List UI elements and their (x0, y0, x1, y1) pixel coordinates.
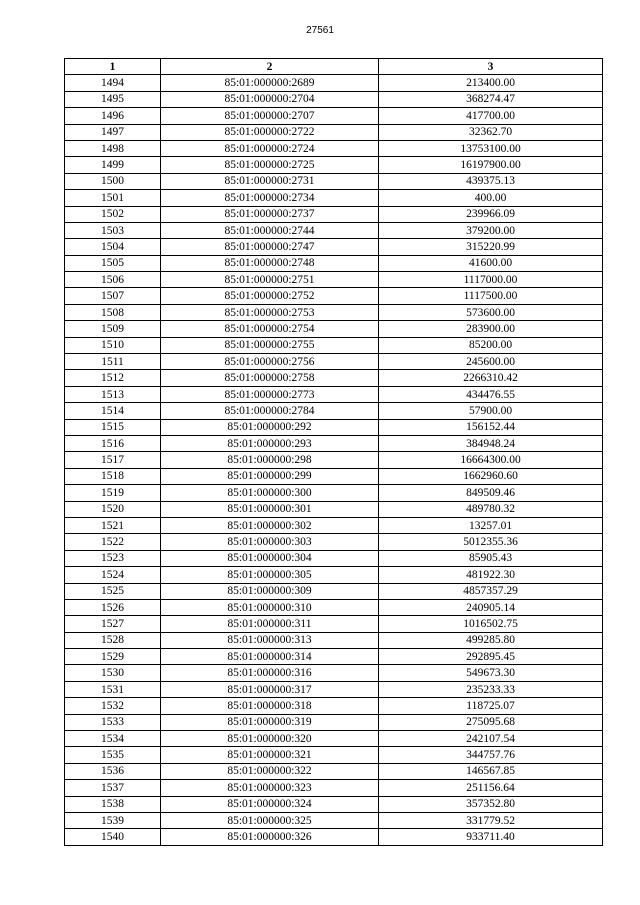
cadastral-number-cell: 85:01:000000:292 (161, 419, 379, 435)
row-number-cell: 1495 (65, 91, 161, 107)
cadastral-number-cell: 85:01:000000:2784 (161, 403, 379, 419)
cadastral-number-cell: 85:01:000000:301 (161, 501, 379, 517)
value-cell: 1016502.75 (379, 616, 603, 632)
cadastral-number-cell: 85:01:000000:2751 (161, 272, 379, 288)
value-cell: 118725.07 (379, 698, 603, 714)
table-row (65, 632, 603, 648)
row-number-cell: 1539 (65, 812, 161, 828)
row-number-cell: 1531 (65, 681, 161, 697)
cadastral-number-cell: 85:01:000000:299 (161, 468, 379, 484)
page-number: 27561 (306, 25, 334, 36)
row-number-cell: 1498 (65, 140, 161, 156)
cadastral-number-cell: 85:01:000000:326 (161, 829, 379, 845)
table-row (65, 91, 603, 107)
cadastral-number-cell: 85:01:000000:2724 (161, 140, 379, 156)
table-row (65, 485, 603, 501)
value-cell: 849509.46 (379, 485, 603, 501)
row-number-cell: 1517 (65, 452, 161, 468)
row-number-cell: 1507 (65, 288, 161, 304)
value-cell: 499285.80 (379, 632, 603, 648)
table-row (65, 780, 603, 796)
row-number-cell: 1527 (65, 616, 161, 632)
cadastral-number-cell: 85:01:000000:2753 (161, 304, 379, 320)
value-cell: 13257.01 (379, 517, 603, 533)
value-cell: 245600.00 (379, 354, 603, 370)
value-cell: 1117000.00 (379, 272, 603, 288)
cadastral-number-cell: 85:01:000000:2704 (161, 91, 379, 107)
table-row (65, 517, 603, 533)
row-number-cell: 1509 (65, 321, 161, 337)
cadastral-number-cell: 85:01:000000:313 (161, 632, 379, 648)
row-number-cell: 1499 (65, 157, 161, 173)
row-number-cell: 1522 (65, 534, 161, 550)
value-cell: 239966.09 (379, 206, 603, 222)
table-row (65, 583, 603, 599)
table-row (65, 665, 603, 681)
cadastral-number-cell: 85:01:000000:316 (161, 665, 379, 681)
table-row (65, 140, 603, 156)
value-cell: 240905.14 (379, 599, 603, 615)
row-number-cell: 1523 (65, 550, 161, 566)
value-cell: 213400.00 (379, 75, 603, 91)
table-row (65, 173, 603, 189)
table-row (65, 747, 603, 763)
value-cell: 85905.43 (379, 550, 603, 566)
table-body (65, 75, 603, 845)
cadastral-number-cell: 85:01:000000:317 (161, 681, 379, 697)
table-row (65, 550, 603, 566)
value-cell: 5012355.36 (379, 534, 603, 550)
value-cell: 16664300.00 (379, 452, 603, 468)
cadastral-number-cell: 85:01:000000:310 (161, 599, 379, 615)
row-number-cell: 1535 (65, 747, 161, 763)
row-number-cell: 1530 (65, 665, 161, 681)
row-number-cell: 1534 (65, 731, 161, 747)
value-cell: 1662960.60 (379, 468, 603, 484)
row-number-cell: 1538 (65, 796, 161, 812)
cadastral-number-cell: 85:01:000000:2734 (161, 190, 379, 206)
value-cell: 283900.00 (379, 321, 603, 337)
cadastral-number-cell: 85:01:000000:2737 (161, 206, 379, 222)
row-number-cell: 1513 (65, 386, 161, 402)
cadastral-number-cell: 85:01:000000:323 (161, 780, 379, 796)
row-number-cell: 1496 (65, 108, 161, 124)
table-row (65, 157, 603, 173)
row-number-cell: 1519 (65, 485, 161, 501)
cadastral-number-cell: 85:01:000000:300 (161, 485, 379, 501)
value-cell: 16197900.00 (379, 157, 603, 173)
cadastral-number-cell: 85:01:000000:2707 (161, 108, 379, 124)
table-header-row (65, 59, 603, 75)
value-cell: 573600.00 (379, 304, 603, 320)
cadastral-number-cell: 85:01:000000:302 (161, 517, 379, 533)
table-row (65, 239, 603, 255)
cadastral-number-cell: 85:01:000000:319 (161, 714, 379, 730)
row-number-cell: 1540 (65, 829, 161, 845)
row-number-cell: 1528 (65, 632, 161, 648)
cadastral-number-cell: 85:01:000000:293 (161, 435, 379, 451)
value-cell: 292895.45 (379, 649, 603, 665)
value-cell: 251156.64 (379, 780, 603, 796)
value-cell: 235233.33 (379, 681, 603, 697)
table-row (65, 321, 603, 337)
table-row (65, 796, 603, 812)
value-cell: 344757.76 (379, 747, 603, 763)
table-row (65, 288, 603, 304)
table-row (65, 108, 603, 124)
value-cell: 384948.24 (379, 435, 603, 451)
table-row (65, 124, 603, 140)
value-cell: 549673.30 (379, 665, 603, 681)
cadastral-number-cell: 85:01:000000:2756 (161, 354, 379, 370)
row-number-cell: 1497 (65, 124, 161, 140)
row-number-cell: 1536 (65, 763, 161, 779)
cadastral-number-cell: 85:01:000000:320 (161, 731, 379, 747)
table-row (65, 386, 603, 402)
table-row (65, 337, 603, 353)
cadastral-number-cell: 85:01:000000:2755 (161, 337, 379, 353)
row-number-cell: 1505 (65, 255, 161, 271)
table-row (65, 452, 603, 468)
cadastral-number-cell: 85:01:000000:314 (161, 649, 379, 665)
value-cell: 434476.55 (379, 386, 603, 402)
table-row (65, 419, 603, 435)
value-cell: 242107.54 (379, 731, 603, 747)
value-cell: 439375.13 (379, 173, 603, 189)
value-cell: 32362.70 (379, 124, 603, 140)
table-row (65, 714, 603, 730)
table-row (65, 304, 603, 320)
column-header-1: 1 (65, 59, 161, 75)
cadastral-number-cell: 85:01:000000:303 (161, 534, 379, 550)
table-row (65, 354, 603, 370)
row-number-cell: 1512 (65, 370, 161, 386)
table-row (65, 403, 603, 419)
table-row (65, 501, 603, 517)
value-cell: 41600.00 (379, 255, 603, 271)
row-number-cell: 1515 (65, 419, 161, 435)
row-number-cell: 1529 (65, 649, 161, 665)
table-row (65, 681, 603, 697)
cadastral-number-cell: 85:01:000000:298 (161, 452, 379, 468)
row-number-cell: 1502 (65, 206, 161, 222)
row-number-cell: 1533 (65, 714, 161, 730)
cadastral-number-cell: 85:01:000000:2744 (161, 222, 379, 238)
cadastral-number-cell: 85:01:000000:2689 (161, 75, 379, 91)
row-number-cell: 1525 (65, 583, 161, 599)
row-number-cell: 1524 (65, 567, 161, 583)
cadastral-number-cell: 85:01:000000:305 (161, 567, 379, 583)
cadastral-number-cell: 85:01:000000:2722 (161, 124, 379, 140)
value-cell: 400.00 (379, 190, 603, 206)
value-cell: 2266310.42 (379, 370, 603, 386)
cadastral-number-cell: 85:01:000000:322 (161, 763, 379, 779)
cadastral-number-cell: 85:01:000000:2752 (161, 288, 379, 304)
column-header-3: 3 (379, 59, 603, 75)
cadastral-number-cell: 85:01:000000:2731 (161, 173, 379, 189)
cadastral-number-cell: 85:01:000000:2725 (161, 157, 379, 173)
column-header-2: 2 (161, 59, 379, 75)
table-row (65, 255, 603, 271)
value-cell: 489780.32 (379, 501, 603, 517)
table-row (65, 435, 603, 451)
table-row (65, 190, 603, 206)
value-cell: 357352.80 (379, 796, 603, 812)
value-cell: 275095.68 (379, 714, 603, 730)
value-cell: 481922.30 (379, 567, 603, 583)
cadastral-number-cell: 85:01:000000:311 (161, 616, 379, 632)
table-row (65, 272, 603, 288)
row-number-cell: 1516 (65, 435, 161, 451)
registry-table (64, 58, 603, 846)
cadastral-number-cell: 85:01:000000:2748 (161, 255, 379, 271)
table-row (65, 599, 603, 615)
table-row (65, 567, 603, 583)
value-cell: 417700.00 (379, 108, 603, 124)
cadastral-number-cell: 85:01:000000:325 (161, 812, 379, 828)
cadastral-number-cell: 85:01:000000:2754 (161, 321, 379, 337)
row-number-cell: 1532 (65, 698, 161, 714)
row-number-cell: 1500 (65, 173, 161, 189)
table-row (65, 468, 603, 484)
row-number-cell: 1518 (65, 468, 161, 484)
value-cell: 1117500.00 (379, 288, 603, 304)
table-row (65, 731, 603, 747)
cadastral-number-cell: 85:01:000000:304 (161, 550, 379, 566)
row-number-cell: 1520 (65, 501, 161, 517)
value-cell: 85200.00 (379, 337, 603, 353)
table-row (65, 829, 603, 845)
row-number-cell: 1504 (65, 239, 161, 255)
value-cell: 57900.00 (379, 403, 603, 419)
table-row (65, 75, 603, 91)
value-cell: 933711.40 (379, 829, 603, 845)
row-number-cell: 1514 (65, 403, 161, 419)
row-number-cell: 1501 (65, 190, 161, 206)
row-number-cell: 1526 (65, 599, 161, 615)
row-number-cell: 1503 (65, 222, 161, 238)
value-cell: 13753100.00 (379, 140, 603, 156)
value-cell: 331779.52 (379, 812, 603, 828)
value-cell: 146567.85 (379, 763, 603, 779)
cadastral-number-cell: 85:01:000000:324 (161, 796, 379, 812)
cadastral-number-cell: 85:01:000000:321 (161, 747, 379, 763)
row-number-cell: 1537 (65, 780, 161, 796)
table-row (65, 698, 603, 714)
value-cell: 315220.99 (379, 239, 603, 255)
cadastral-number-cell: 85:01:000000:309 (161, 583, 379, 599)
row-number-cell: 1510 (65, 337, 161, 353)
cadastral-number-cell: 85:01:000000:2758 (161, 370, 379, 386)
value-cell: 156152.44 (379, 419, 603, 435)
value-cell: 4857357.29 (379, 583, 603, 599)
cadastral-number-cell: 85:01:000000:318 (161, 698, 379, 714)
row-number-cell: 1494 (65, 75, 161, 91)
table-row (65, 534, 603, 550)
table-row (65, 370, 603, 386)
value-cell: 368274.47 (379, 91, 603, 107)
row-number-cell: 1521 (65, 517, 161, 533)
table-row (65, 649, 603, 665)
value-cell: 379200.00 (379, 222, 603, 238)
row-number-cell: 1506 (65, 272, 161, 288)
table-row (65, 616, 603, 632)
cadastral-number-cell: 85:01:000000:2773 (161, 386, 379, 402)
table-row (65, 222, 603, 238)
row-number-cell: 1511 (65, 354, 161, 370)
row-number-cell: 1508 (65, 304, 161, 320)
cadastral-number-cell: 85:01:000000:2747 (161, 239, 379, 255)
table-row (65, 763, 603, 779)
table-row (65, 206, 603, 222)
table-row (65, 812, 603, 828)
